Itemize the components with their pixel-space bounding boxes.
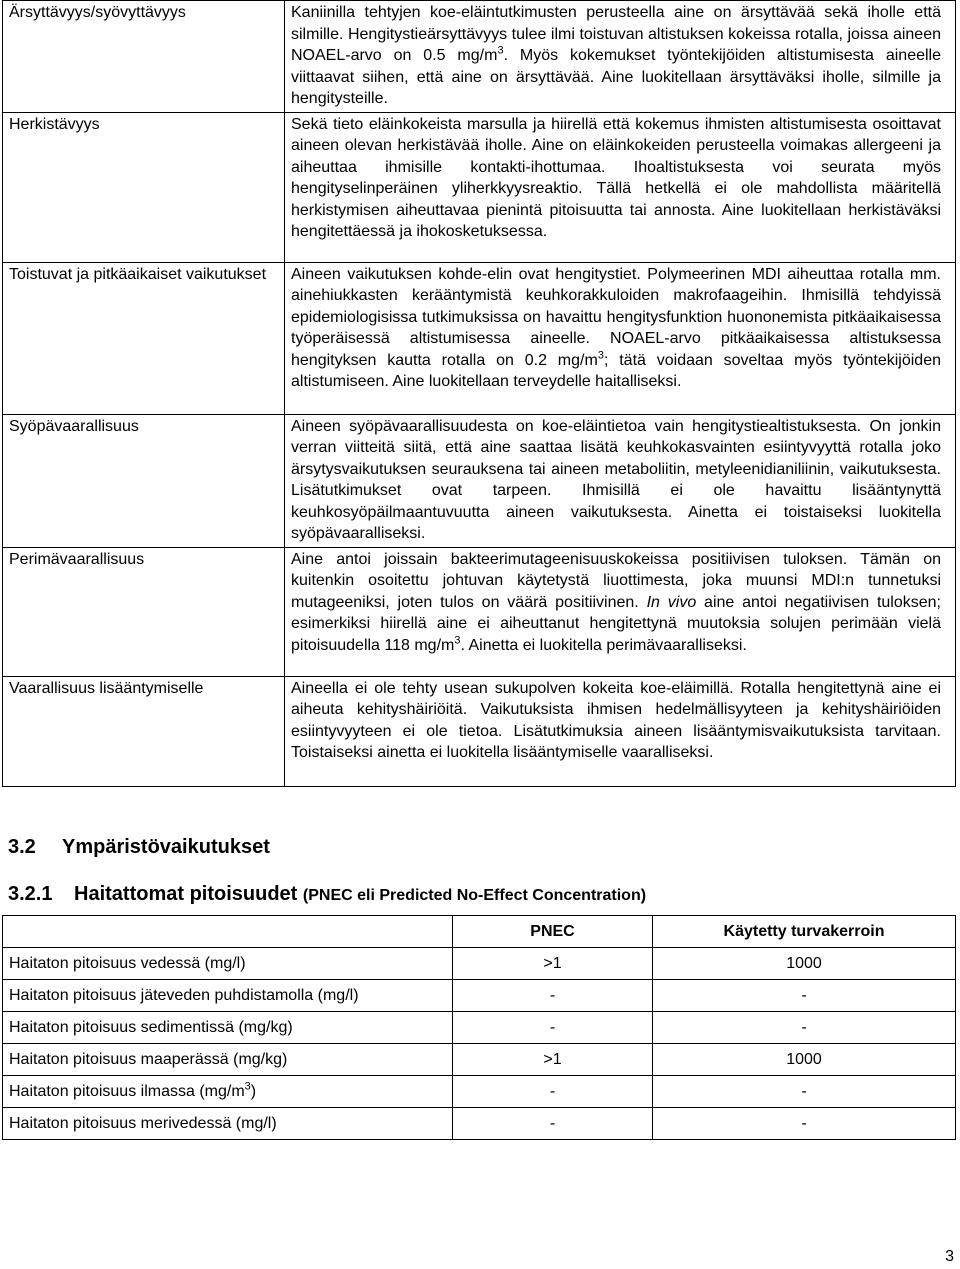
- column-header-safety-factor: Käytetty turvakerroin: [653, 916, 956, 948]
- pnec-value: -: [453, 1012, 653, 1044]
- row-label: Haitaton pitoisuus vedessä (mg/l): [3, 948, 453, 980]
- row-text: Kaniinilla tehtyjen koe-eläintutkimusten perusteella aine on ärsyttävää sekä iholle että silmille. Hengitystieärsyttävyys tulee ilmi toistuvan altistuksen kokeissa rotalla, joissa aineen NOAEL-arvo on 0.5 $mg/m^3$. Myös kokemukset työntekijöiden altistumisesta aineelle viittaavat siihen, että aine on ärsyttävää. Aine luokitellaan ärsyttäväksi iholle, silmille ja hengitysteille.: [285, 1, 956, 113]
- pnec-value: >1: [453, 948, 653, 980]
- table-row: [3, 262, 956, 414]
- table-row: [3, 1044, 956, 1076]
- table-row: [3, 948, 956, 980]
- row-label: Herkistävyys: [3, 112, 285, 262]
- row-text: Sekä tieto eläinkokeista marsulla ja hiirellä että kokemus ihmisten altistumisesta osoittavat aineen olevan herkistävää iholle. Aine on eläinkokeiden perusteella voimakas allergeeni ja aiheuttaa ihmisille kontakti-ihottumaa. Ihoaltistuksesta voi seurata myös hengityselinperäinen yliherkkyysreaktio. Tällä hetkellä ei ole mahdollista määritellä herkistymisen aiheuttavaa pienintä pitoisuutta tai annosta. Aine luokitellaan herkistäväksi hengitettäessä ja ihokosketuksessa.: [285, 112, 956, 262]
- row-label: Toistuvat ja pitkäaikaiset vaikutukset: [3, 262, 285, 414]
- pnec-value: -: [453, 1108, 653, 1140]
- safety-factor-value: 1000: [653, 948, 956, 980]
- row-text: Aineen syöpävaarallisuudesta on koe-eläintietoa vain hengitystiealtistuksesta. On jonkin verran viitteitä siitä, että aine saattaa lisätä keuhkokasvainten esiintyvyyttä rotalla joko ärsytysvaikutuksen seurauksena tai aineen metaboliitin, metyleenidianiliinin, vaikutuksesta. Lisätutkimukset ovat tarpeen. Ihmisillä ei ole havaittu lisääntynyttä keuhkosyöpäilmaantuvuutta aineen vaikutuksesta. Ainetta ei toistaiseksi luokitella syöpävaaralliseksi.: [285, 414, 956, 547]
- row-label: Perimävaarallisuus: [3, 547, 285, 676]
- row-text: Aineella ei ole tehty usean sukupolven kokeita koe-eläimillä. Rotalla hengitettynä aine ei aiheuta kehityshäiriöitä. Vaikutuksista ihmisen hedelmällisyyteen ja kehityshäiriöiden esiintyvyyteen ei ole tietoa. Lisätutkimuksia aineen lisääntymisvaikutuksista tarvitaan. Toistaiseksi ainetta ei luokitella lisääntymiselle vaaralliseksi.: [285, 676, 956, 786]
- row-label: Vaarallisuus lisääntymiselle: [3, 676, 285, 786]
- pnec-table: [2, 915, 956, 1140]
- pnec-value: -: [453, 980, 653, 1012]
- table-header-row: [3, 916, 956, 948]
- row-label: Syöpävaarallisuus: [3, 414, 285, 547]
- safety-factor-value: -: [653, 980, 956, 1012]
- row-label: Haitaton pitoisuus merivedessä (mg/l): [3, 1108, 453, 1140]
- row-label: Haitaton pitoisuus maaperässä (mg/kg): [3, 1044, 453, 1076]
- table-row: [3, 980, 956, 1012]
- section-title: Ympäristövaikutukset: [62, 836, 270, 858]
- column-header-blank: [3, 916, 453, 948]
- section-heading-3-2: [8, 836, 270, 859]
- section-title: Haitattomat pitoisuudet: [74, 883, 298, 905]
- table-row: [3, 112, 956, 262]
- table-row: [3, 547, 956, 676]
- row-label: Haitaton pitoisuus sedimentissä (mg/kg): [3, 1012, 453, 1044]
- row-label: Haitaton pitoisuus ilmassa $(mg/m^3)$: [3, 1076, 453, 1108]
- table-row: [3, 414, 956, 547]
- hazard-table: [2, 0, 956, 787]
- section-subtitle: (PNEC eli Predicted No-Effect Concentration): [302, 887, 647, 904]
- safety-factor-value: -: [653, 1076, 956, 1108]
- row-text: Aineen vaikutuksen kohde-elin ovat hengitystiet. Polymeerinen MDI aiheuttaa rotalla mm. ainehiukkasten kerääntymistä keuhkorakkuloiden makrofaageihin. Ihmisillä tehdyissä epidemiologisissa tutkimuksissa on havaittu hengitysfunktion huononemista pitkäaikaisessa työperäisessä altistumisessa aineelle. NOAEL-arvo pitkäaikaisessa altistuksessa hengityksen kautta rotalla on 0.2 $mg/m^3$; tätä voidaan soveltaa myös työntekijöiden altistumiseen. Aine luokitellaan terveydelle haitalliseksi.: [285, 262, 956, 414]
- table-row: [3, 1, 956, 113]
- section-heading-3-2-1: [8, 883, 646, 906]
- pnec-value: -: [453, 1076, 653, 1108]
- safety-factor-value: -: [653, 1012, 956, 1044]
- section-number: 3.2: [8, 836, 36, 858]
- table-row: [3, 676, 956, 786]
- column-header-pnec: PNEC: [453, 916, 653, 948]
- row-text: Aine antoi joissain bakteerimutageenisuuskokeissa positiivisen tuloksen. Tämän on kuitenkin osoitettu johtuvan käytetystä liuottimesta, joka muunsi MDI:n tunnetuksi mutageeniksi, joten tulos on väärä positiivinen. In vivo aine antoi negatiivisen tuloksen; esimerkiksi hiirellä aine ei aiheuttanut hengitettynä muutoksia solujen perimään vielä pitoisuudella 118 $mg/m^3$. Ainetta ei luokitella perimävaaralliseksi.: [285, 547, 956, 676]
- table-row: [3, 1076, 956, 1108]
- table-row: [3, 1012, 956, 1044]
- safety-factor-value: 1000: [653, 1044, 956, 1076]
- page-number: 3: [945, 1248, 954, 1265]
- section-number: 3.2.1: [8, 883, 53, 905]
- table-row: [3, 1108, 956, 1140]
- safety-factor-value: -: [653, 1108, 956, 1140]
- row-label: Haitaton pitoisuus jäteveden puhdistamolla (mg/l): [3, 980, 453, 1012]
- row-label: Ärsyttävyys/syövyttävyys: [3, 1, 285, 113]
- pnec-value: >1: [453, 1044, 653, 1076]
